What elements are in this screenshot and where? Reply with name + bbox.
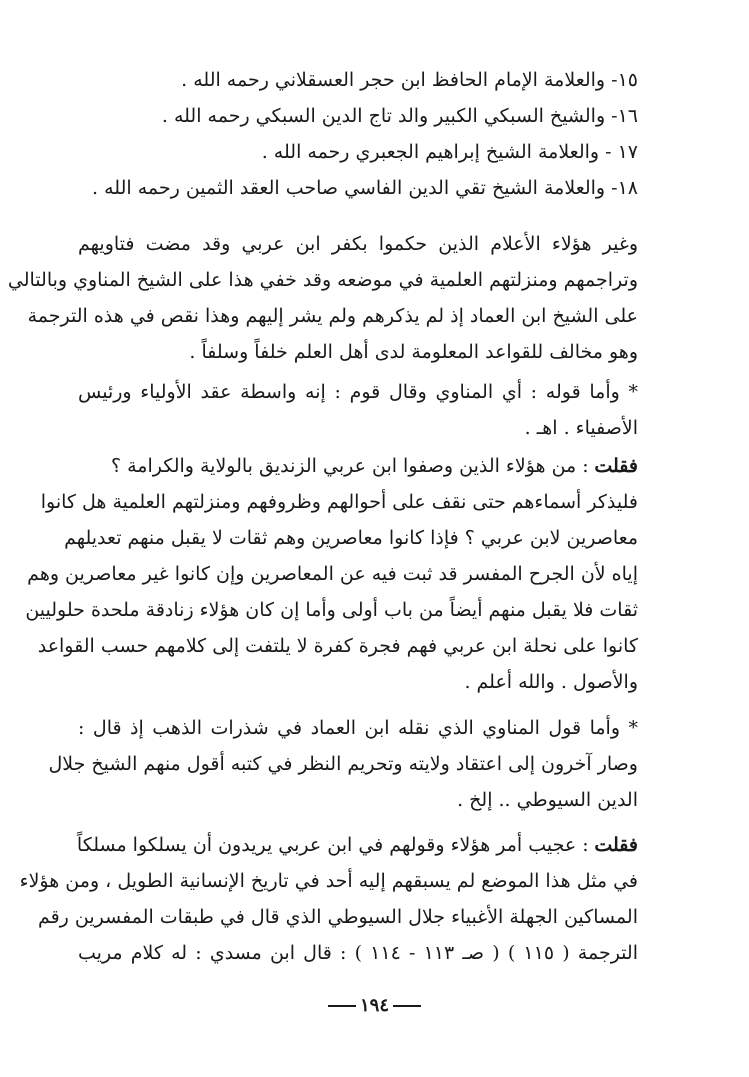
paragraph-line: وهو مخالف للقواعد المعلومة لدى أهل العلم خلفاً وسلفاً . <box>189 341 638 363</box>
paragraph-line: الأصفياء . اهـ . <box>524 417 638 439</box>
paragraph-line: ثقات فلا يقبل منهم أيضاً من باب أولى وأما إن كان هؤلاء زنادقة ملحدة حلوليين <box>25 599 638 621</box>
paragraph-line: فليذكر أسماءهم حتى نقف على أحوالهم وظروفهم ومنزلتهم العلمية هل كانوا <box>40 491 638 513</box>
page-number: ١٩٤ <box>359 995 389 1016</box>
paragraph-line: إياه لأن الجرح المفسر قد ثبت فيه عن المعاصرين وإن كانوا غير معاصرين وهم <box>27 563 638 585</box>
list-item: ١٧ - والعلامة الشيخ إبراهيم الجعبري رحمه الله . <box>261 141 638 163</box>
lead-word: فقلت <box>594 834 638 856</box>
paragraph-first-line <box>78 448 638 484</box>
paragraph-line: وغير هؤلاء الأعلام الذين حكموا بكفر ابن عربي وقد مضت فتاويهم <box>78 233 638 255</box>
paragraph-line-rest: : من هؤلاء الذين وصفوا ابن عربي الزنديق بالولاية والكرامة ؟ <box>110 455 589 477</box>
paragraph-line: على الشيخ ابن العماد إذ لم يذكرهم ولم يشر إليهم وهذا نقص في هذه الترجمة <box>27 305 638 327</box>
paragraph-line: كانوا على نحلة ابن عربي فهم فجرة كفرة لا يلتفت إلى كلامهم حسب القواعد <box>37 635 638 657</box>
paragraph-4 <box>48 710 638 818</box>
paragraph-line: * وأما قول المناوي الذي نقله ابن العماد في شذرات الذهب إذ قال : <box>78 717 638 739</box>
paragraph-line: في مثل هذا الموضع لم يسبقهم إليه أحد في تاريخ الإنسانية الطويل ، ومن هؤلاء <box>19 870 638 892</box>
dash-left <box>328 1005 356 1007</box>
paragraph-1 <box>7 226 638 370</box>
dash-right <box>393 1005 421 1007</box>
paragraph-first-line <box>78 827 638 863</box>
paragraph-5 <box>19 827 638 971</box>
paragraph-line: وصار آخرون إلى اعتقاد ولايته وتحريم النظر في كتبه أقول منهم الشيخ جلال <box>48 753 638 775</box>
page-footer <box>0 995 749 1016</box>
paragraph-line: والأصول . والله أعلم . <box>464 671 638 693</box>
list-item: ١٦- والشيخ السبكي الكبير والد تاج الدين السبكي رحمه الله . <box>161 105 638 127</box>
paragraph-line-rest: : عجيب أمر هؤلاء وقولهم في ابن عربي يريدون أن يسلكوا مسلكاً <box>76 834 589 856</box>
numbered-list <box>78 62 638 206</box>
paragraph-3 <box>25 448 638 700</box>
paragraph-line: معاصرين لابن عربي ؟ فإذا كانوا معاصرين وهم ثقات لا يقبل منهم تعديلهم <box>64 527 638 549</box>
paragraph-line: * وأما قوله : أي المناوي وقال قوم : إنه واسطة عقد الأولياء ورئيس <box>78 381 638 403</box>
list-item: ١٥- والعلامة الإمام الحافظ ابن حجر العسقلاني رحمه الله . <box>181 69 638 91</box>
paragraph-line: الدين السيوطي .. إلخ . <box>457 789 638 811</box>
list-item: ١٨- والعلامة الشيخ تقي الدين الفاسي صاحب العقد الثمين رحمه الله . <box>92 177 638 199</box>
lead-word: فقلت <box>594 455 638 477</box>
paragraph-line: وتراجمهم ومنزلتهم العلمية في موضعه وقد خفي هذا على الشيخ المناوي وبالتالي <box>7 269 638 291</box>
paragraph-2 <box>78 374 638 446</box>
paragraph-line: المساكين الجهلة الأغبياء جلال السيوطي الذي قال في طبقات المفسرين رقم <box>37 906 638 928</box>
paragraph-line: الترجمة ( ١١٥ ) ( صـ ١١٣ - ١١٤ ) : قال ابن مسدي : له كلام مريب <box>78 942 638 964</box>
